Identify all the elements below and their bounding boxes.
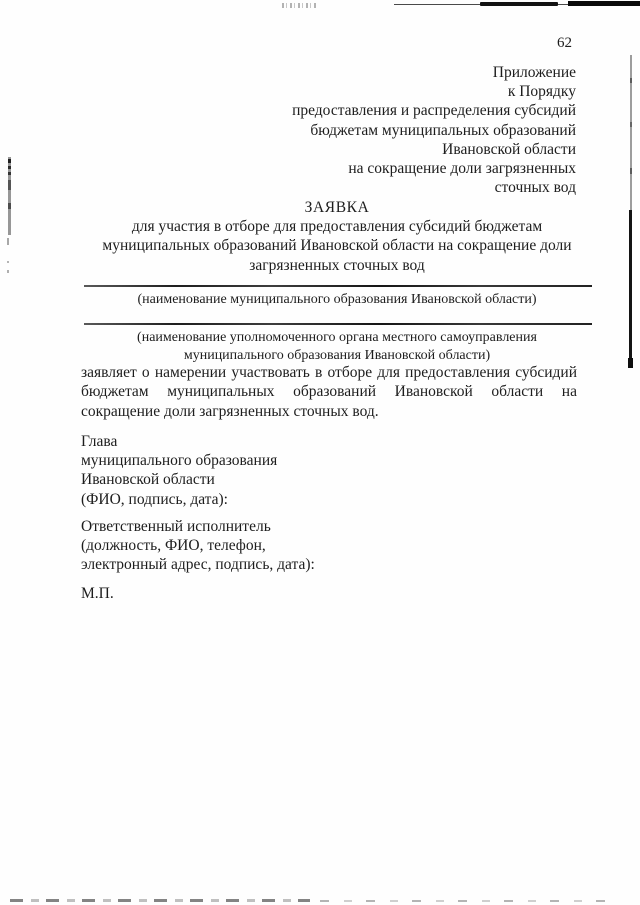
municipality-fill-line <box>84 285 592 287</box>
appendix-header-line: на сокращение доли загрязненных <box>348 160 576 178</box>
scan-artifact-noise <box>282 3 316 8</box>
executor-signature-line: (должность, ФИО, телефон, <box>81 537 266 555</box>
scan-artifact-left-dot <box>7 261 9 263</box>
application-subtitle-line: загрязненных сточных вод <box>249 256 425 274</box>
scan-artifact-left-bar-mark <box>8 159 11 163</box>
municipality-caption: (наименование муниципального образования Ивановской области) <box>137 292 537 307</box>
declaration-line: бюджетам муниципальных образований Ивановской области на <box>81 383 577 401</box>
head-signature-line: муниципального образования <box>81 452 278 470</box>
application-title-block <box>82 198 592 275</box>
page-number: 62 <box>557 35 572 51</box>
appendix-header-line: Приложение <box>492 64 576 81</box>
declaration-paragraph <box>81 363 577 421</box>
scan-artifact-left-bar-mark <box>8 180 11 190</box>
appendix-header-line: к Порядку <box>507 83 576 101</box>
application-subtitle-line: муниципальных образований Ивановской области на сокращение доли <box>102 237 572 255</box>
appendix-header-line: Ивановской области <box>442 140 576 158</box>
scan-artifact-bottom-dashes <box>10 899 310 902</box>
scan-artifact-left-dot <box>7 270 9 273</box>
scan-artifact-right-bar-mark <box>630 78 632 83</box>
head-signature-line: Ивановской области <box>81 471 215 489</box>
head-signature-line: (ФИО, подпись, дата): <box>81 490 228 508</box>
stamp-mark: М.П. <box>81 585 114 602</box>
executor-signature-line: электронный адрес, подпись, дата): <box>81 556 315 574</box>
authority-caption <box>82 329 592 365</box>
authority-caption-line: муниципального образования Ивановской области) <box>183 348 491 363</box>
declaration-line: сокращение доли загрязненных сточных вод. <box>81 402 379 420</box>
scan-artifact-left-mark <box>7 238 9 245</box>
scan-artifact-right-bar-mark <box>630 122 632 127</box>
authority-caption-line: (наименование уполномоченного органа местного самоуправления <box>137 330 537 345</box>
authority-fill-line <box>84 323 592 325</box>
appendix-header-line: сточных вод <box>494 179 576 197</box>
scan-artifact-left-bar-mark <box>8 166 11 169</box>
executor-signature-line: Ответственный исполнитель <box>81 518 271 535</box>
scan-artifact-top-line-thick <box>480 2 558 6</box>
scan-artifact-bottom-dashes <box>320 900 610 902</box>
scan-artifact-right-bar-mark <box>630 168 632 174</box>
appendix-header-line: предоставления и распределения субсидий <box>292 102 576 120</box>
scan-artifact-top-line-thick2 <box>568 1 640 6</box>
declaration-line: заявляет о намерении участвовать в отборе для предоставления субсидий <box>81 364 577 381</box>
scan-artifact-left-bar-mark <box>8 203 11 209</box>
application-subtitle-line: для участия в отборе для предоставления субсидий бюджетам <box>131 218 543 236</box>
head-signature-line: Глава <box>81 433 118 450</box>
appendix-header <box>292 63 576 197</box>
appendix-header-line: бюджетам муниципальных образований <box>310 121 576 139</box>
application-title: ЗАЯВКА <box>304 199 370 216</box>
executor-signature-block <box>81 517 315 575</box>
scan-artifact-right-bar-thick <box>629 210 632 360</box>
scan-artifact-left-bar-mark <box>8 172 11 175</box>
scan-artifact-right-bar-end <box>628 358 633 368</box>
head-signature-block <box>81 432 277 509</box>
